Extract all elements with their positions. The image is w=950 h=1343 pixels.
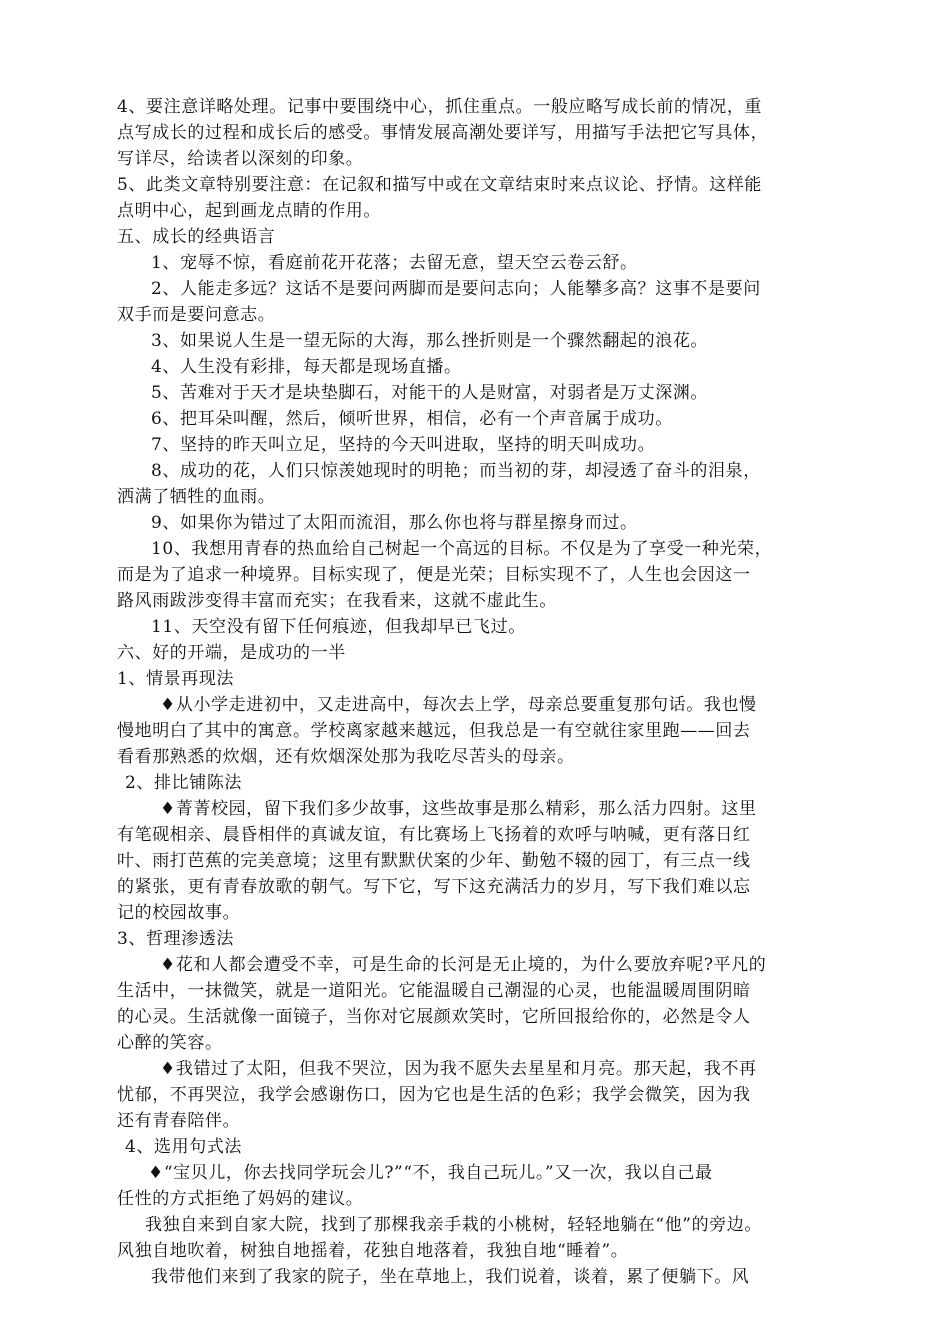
text-line: ♦我错过了太阳，但我不哭泣，因为我不愿失去星星和月亮。那天起，我不再 [160,1059,757,1079]
text-line: 心醉的笑容。 [117,1033,223,1053]
text-line: 叶、雨打芭蕉的完美意境；这里有默默伏案的少年、勤勉不辍的园丁，有三点一线 [117,851,751,871]
text-line: 5、苦难对于天才是块垫脚石，对能干的人是财富，对弱者是万丈深渊。 [151,383,709,403]
text-line: 3、如果说人生是一望无际的大海，那么挫折则是一个骤然翻起的浪花。 [151,331,709,351]
text-line: 1、宠辱不惊，看庭前花开花落；去留无意，望天空云卷云舒。 [151,253,638,273]
section-heading: 六、好的开端，是成功的一半 [117,643,346,663]
text-line: 双手而是要问意志。 [117,305,276,325]
text-line: 的心灵。生活就像一面镜子，当你对它展颜欢笑时，它所回报给你的，必然是令人 [117,1007,751,1027]
text-line: 看看那熟悉的炊烟，还有炊烟深处那为我吃尽苦头的母亲。 [117,747,575,767]
text-line: 4、人生没有彩排，每天都是现场直播。 [151,357,462,377]
text-line: ♦花和人都会遭受不幸，可是生命的长河是无止境的，为什么要放弃呢?平凡的 [160,955,767,975]
subsection-heading: 4、选用句式法 [125,1137,243,1157]
text-line: 洒满了牺牲的血雨。 [117,487,276,507]
text-line: ♦从小学走进初中，又走进高中，每次去上学，母亲总要重复那句话。我也慢 [160,695,757,715]
subsection-heading: 3、哲理渗透法 [117,929,235,949]
text-line: 4、要注意详略处理。记事中要围绕中心，抓住重点。一般应略写成长前的情况，重 [117,97,763,117]
text-line: 路风雨跋涉变得丰富而充实；在我看来，这就不虚此生。 [117,591,557,611]
text-line: 慢地明白了其中的寓意。学校离家越来越远，但我总是一有空就往家里跑——回去 [117,721,751,741]
text-line: 忧郁，不再哭泣，我学会感谢伤口，因为它也是生活的色彩；我学会微笑，因为我 [117,1085,751,1105]
text-line: 点明中心，起到画龙点睛的作用。 [117,201,381,221]
subsection-heading: 2、排比铺陈法 [125,773,243,793]
text-line: ♦菁菁校园，留下我们多少故事，这些故事是那么精彩，那么活力四射。这里 [160,799,757,819]
text-line: 11、天空没有留下任何痕迹，但我却早已飞过。 [151,617,526,637]
text-line: ♦“宝贝儿，你去找同学玩会儿?”“不，我自己玩儿。”又一次，我以自己最 [148,1163,713,1183]
text-line: 我带他们来到了我家的院子，坐在草地上，我们说着，谈着，累了便躺下。风 [151,1267,750,1287]
text-line: 写详尽，给读者以深刻的印象。 [117,149,364,169]
text-line: 9、如果你为错过了太阳而流泪，那么你也将与群星擦身而过。 [151,513,638,533]
section-heading: 五、成长的经典语言 [117,227,276,247]
text-line: 有笔砚相亲、晨昏相伴的真诚友谊，有比赛场上飞扬着的欢呼与呐喊，更有落日红 [117,825,751,845]
text-line: 任性的方式拒绝了妈妈的建议。 [117,1189,364,1209]
text-line: 点写成长的过程和成长后的感受。事情发展高潮处要详写，用描写手法把它写具体， [117,123,769,143]
text-line: 8、成功的花，人们只惊羡她现时的明艳；而当初的芽，却浸透了奋斗的泪泉， [151,461,761,481]
text-line: 而是为了追求一种境界。目标实现了，便是光荣；目标实现不了，人生也会因这一 [117,565,751,585]
text-line: 风独自地吹着，树独自地摇着，花独自地落着，我独自地“睡着”。 [117,1241,629,1261]
text-line: 10、我想用青春的热血给自己树起一个高远的目标。不仅是为了享受一种光荣， [151,539,773,559]
text-line: 生活中，一抹微笑，就是一道阳光。它能温暖自己潮湿的心灵，也能温暖周围阴暗 [117,981,751,1001]
subsection-heading: 1、情景再现法 [117,669,235,689]
text-line: 的紧张，更有青春放歌的朝气。写下它，写下这充满活力的岁月，写下我们难以忘 [117,877,751,897]
text-line: 我独自来到自家大院，找到了那棵我亲手栽的小桃树，轻轻地躺在“他”的旁边。 [145,1215,762,1235]
text-line: 记的校园故事。 [117,903,241,923]
text-line: 7、坚持的昨天叫立足，坚持的今天叫进取，坚持的明天叫成功。 [151,435,656,455]
text-line: 还有青春陪伴。 [117,1111,241,1131]
text-line: 6、把耳朵叫醒，然后，倾听世界，相信，必有一个声音属于成功。 [151,409,673,429]
text-line: 2、人能走多远？这话不是要问两脚而是要问志向；人能攀多高？这事不是要问 [151,279,761,299]
text-line: 5、此类文章特别要注意：在记叙和描写中或在文章结束时来点议论、抒情。这样能 [117,175,763,195]
